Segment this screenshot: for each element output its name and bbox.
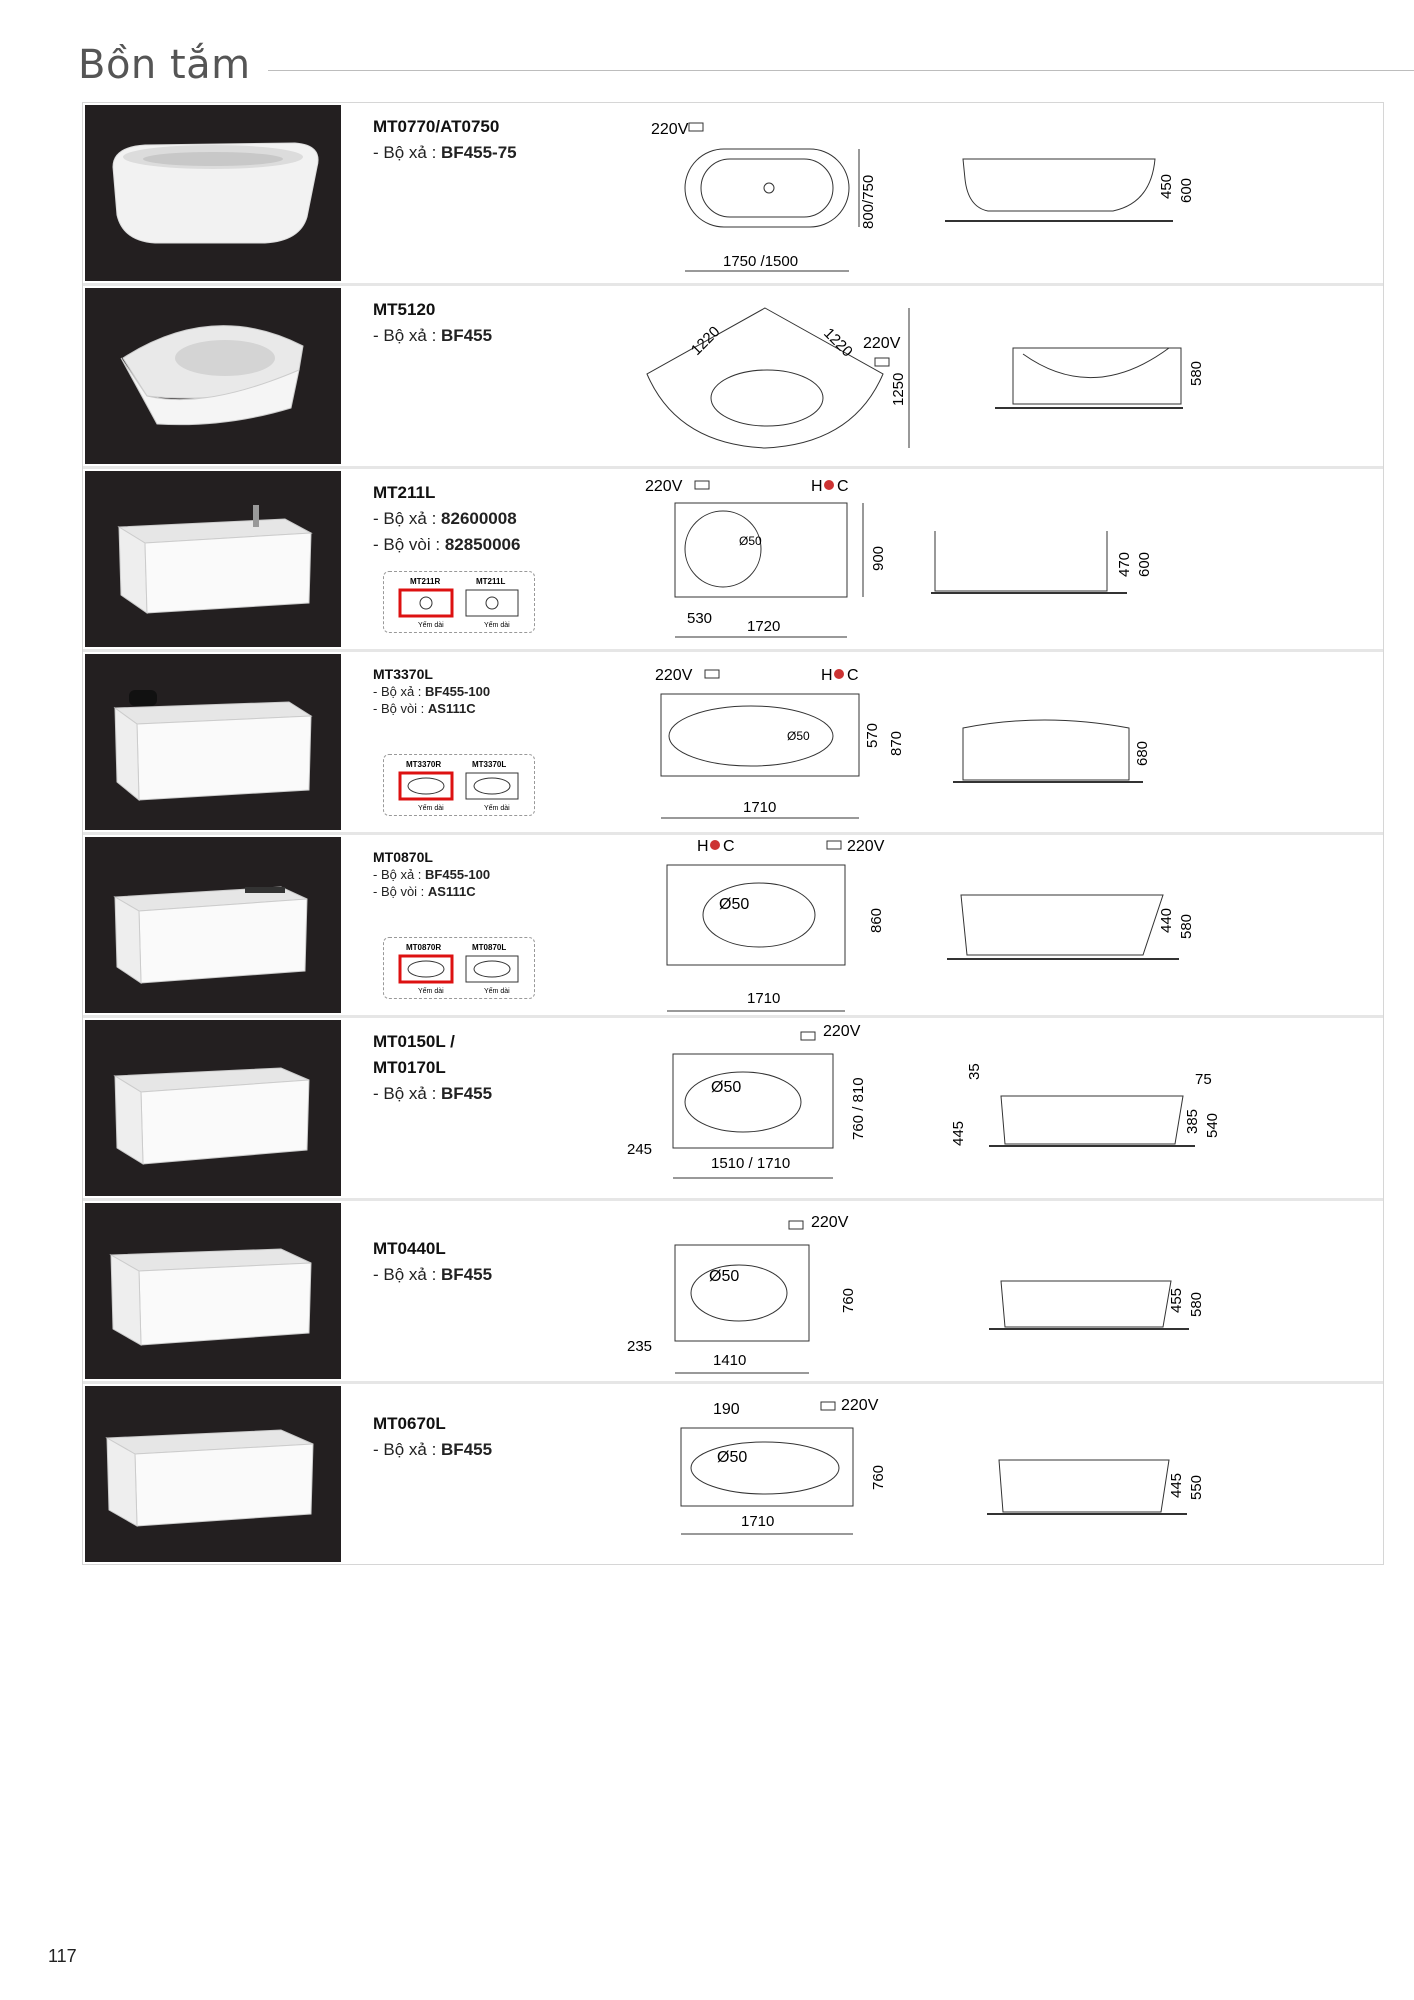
svg-text:570: 570 <box>864 722 881 748</box>
svg-text:75: 75 <box>1195 1071 1212 1088</box>
spec-line: - Bộ xả : BF455 <box>373 1084 493 1103</box>
svg-text:245: 245 <box>627 1141 653 1158</box>
spec-line: - Bộ xả : BF455-100 <box>373 867 491 882</box>
svg-text:Ø50: Ø50 <box>711 1079 742 1096</box>
svg-text:1220: 1220 <box>820 324 856 361</box>
svg-text:1410: 1410 <box>713 1352 747 1369</box>
spec-line: - Bộ vòi : 82850006 <box>373 535 521 554</box>
product-catalog <box>82 102 1384 1565</box>
svg-text:455: 455 <box>1168 1287 1185 1313</box>
svg-text:760: 760 <box>840 1287 857 1313</box>
spec-line: - Bộ xả : BF455 <box>373 1265 493 1284</box>
svg-text:Ø50: Ø50 <box>787 729 810 743</box>
svg-text:445: 445 <box>950 1120 967 1146</box>
spec-line: - Bộ xả : BF455-100 <box>373 684 491 699</box>
svg-text:1510 / 1710: 1510 / 1710 <box>711 1155 791 1172</box>
model-name: MT0870L <box>373 849 433 865</box>
svg-text:Ø50: Ø50 <box>719 896 750 913</box>
technical-drawing <box>83 286 1383 466</box>
svg-text:760 / 810: 760 / 810 <box>850 1077 867 1140</box>
svg-text:235: 235 <box>627 1338 653 1355</box>
technical-drawing <box>83 652 1383 832</box>
svg-text:445: 445 <box>1168 1472 1185 1498</box>
product-row <box>83 1201 1383 1384</box>
svg-text:470: 470 <box>1116 551 1133 577</box>
svg-text:600: 600 <box>1136 551 1153 577</box>
model-name-2: MT0170L <box>373 1058 446 1077</box>
svg-text:Yếm dài: Yếm dài <box>484 622 510 629</box>
svg-text:C: C <box>723 838 735 855</box>
model-name: MT0150L / <box>373 1032 455 1051</box>
svg-text:1720: 1720 <box>747 618 781 635</box>
svg-text:1710: 1710 <box>741 1513 775 1530</box>
svg-text:220V: 220V <box>811 1214 849 1231</box>
svg-text:220V: 220V <box>651 121 689 138</box>
page-title: Bồn tắm <box>78 42 251 88</box>
product-row <box>83 1018 1383 1201</box>
svg-text:Yếm dài: Yếm dài <box>418 805 444 812</box>
svg-text:H: H <box>811 478 823 495</box>
svg-text:220V: 220V <box>645 478 683 495</box>
svg-text:Yếm dài: Yếm dài <box>484 805 510 812</box>
svg-text:580: 580 <box>1188 1291 1205 1317</box>
svg-text:1250: 1250 <box>890 372 907 406</box>
svg-text:MT3370R: MT3370R <box>406 760 442 769</box>
svg-text:760: 760 <box>870 1464 887 1490</box>
spec-line: - Bộ vòi : AS111C <box>373 701 476 716</box>
model-name: MT0440L <box>373 1239 446 1258</box>
spec-line: - Bộ xả : BF455-75 <box>373 143 517 162</box>
title-divider <box>268 70 1414 71</box>
svg-text:540: 540 <box>1204 1112 1221 1138</box>
svg-text:35: 35 <box>966 1063 983 1080</box>
svg-text:MT0870R: MT0870R <box>406 943 442 952</box>
svg-text:MT0870L: MT0870L <box>472 943 507 952</box>
svg-text:Yếm dài: Yếm dài <box>418 988 444 995</box>
product-row <box>83 469 1383 652</box>
model-name: MT0670L <box>373 1414 446 1433</box>
spec-line: - Bộ xả : BF455 <box>373 1440 493 1459</box>
svg-text:580: 580 <box>1188 360 1205 386</box>
product-row <box>83 652 1383 835</box>
svg-text:900: 900 <box>870 545 887 571</box>
product-row <box>83 286 1383 469</box>
technical-drawing <box>83 469 1383 649</box>
technical-drawing <box>83 1201 1383 1381</box>
product-row <box>83 835 1383 1018</box>
svg-text:385: 385 <box>1184 1108 1201 1134</box>
product-row <box>83 1384 1383 1564</box>
svg-text:220V: 220V <box>863 335 901 352</box>
svg-text:MT3370L: MT3370L <box>472 760 507 769</box>
svg-text:C: C <box>847 667 859 684</box>
svg-text:Ø50: Ø50 <box>709 1268 740 1285</box>
svg-text:530: 530 <box>687 610 713 627</box>
svg-text:H: H <box>697 838 709 855</box>
svg-text:860: 860 <box>868 907 885 933</box>
svg-text:1750 /1500: 1750 /1500 <box>723 253 799 270</box>
svg-text:Yếm dài: Yếm dài <box>418 622 444 629</box>
product-row <box>83 103 1383 286</box>
svg-text:MT211L: MT211L <box>476 577 506 586</box>
svg-text:450: 450 <box>1158 173 1175 199</box>
svg-text:440: 440 <box>1158 907 1175 933</box>
svg-text:1220: 1220 <box>687 323 724 359</box>
technical-drawing <box>83 1018 1383 1198</box>
spec-line: - Bộ vòi : AS111C <box>373 884 476 899</box>
svg-text:190: 190 <box>713 1401 740 1418</box>
svg-text:Ø50: Ø50 <box>717 1449 748 1466</box>
svg-text:Ø50: Ø50 <box>739 534 762 548</box>
svg-text:1710: 1710 <box>747 990 781 1007</box>
spec-line: - Bộ xả : 82600008 <box>373 509 517 528</box>
svg-text:220V: 220V <box>655 667 693 684</box>
svg-text:1710: 1710 <box>743 799 777 816</box>
svg-text:C: C <box>837 478 849 495</box>
model-name: MT211L <box>373 483 436 502</box>
svg-text:680: 680 <box>1134 740 1151 766</box>
svg-text:220V: 220V <box>841 1397 879 1414</box>
svg-text:870: 870 <box>888 730 905 756</box>
svg-text:550: 550 <box>1188 1474 1205 1500</box>
svg-text:MT211R: MT211R <box>410 577 441 586</box>
technical-drawing <box>83 103 1383 283</box>
svg-text:600: 600 <box>1178 177 1195 203</box>
svg-text:Yếm dài: Yếm dài <box>484 988 510 995</box>
model-name: MT0770/AT0750 <box>373 117 500 136</box>
model-name: MT5120 <box>373 300 436 319</box>
svg-text:220V: 220V <box>847 838 885 855</box>
page-number: 117 <box>48 1946 77 1966</box>
spec-line: - Bộ xả : BF455 <box>373 326 493 345</box>
svg-text:220V: 220V <box>823 1023 861 1040</box>
svg-text:580: 580 <box>1178 913 1195 939</box>
svg-text:800/750: 800/750 <box>860 174 877 229</box>
svg-text:H: H <box>821 667 833 684</box>
technical-drawing <box>83 1384 1383 1564</box>
technical-drawing <box>83 835 1383 1015</box>
model-name: MT3370L <box>373 666 433 682</box>
